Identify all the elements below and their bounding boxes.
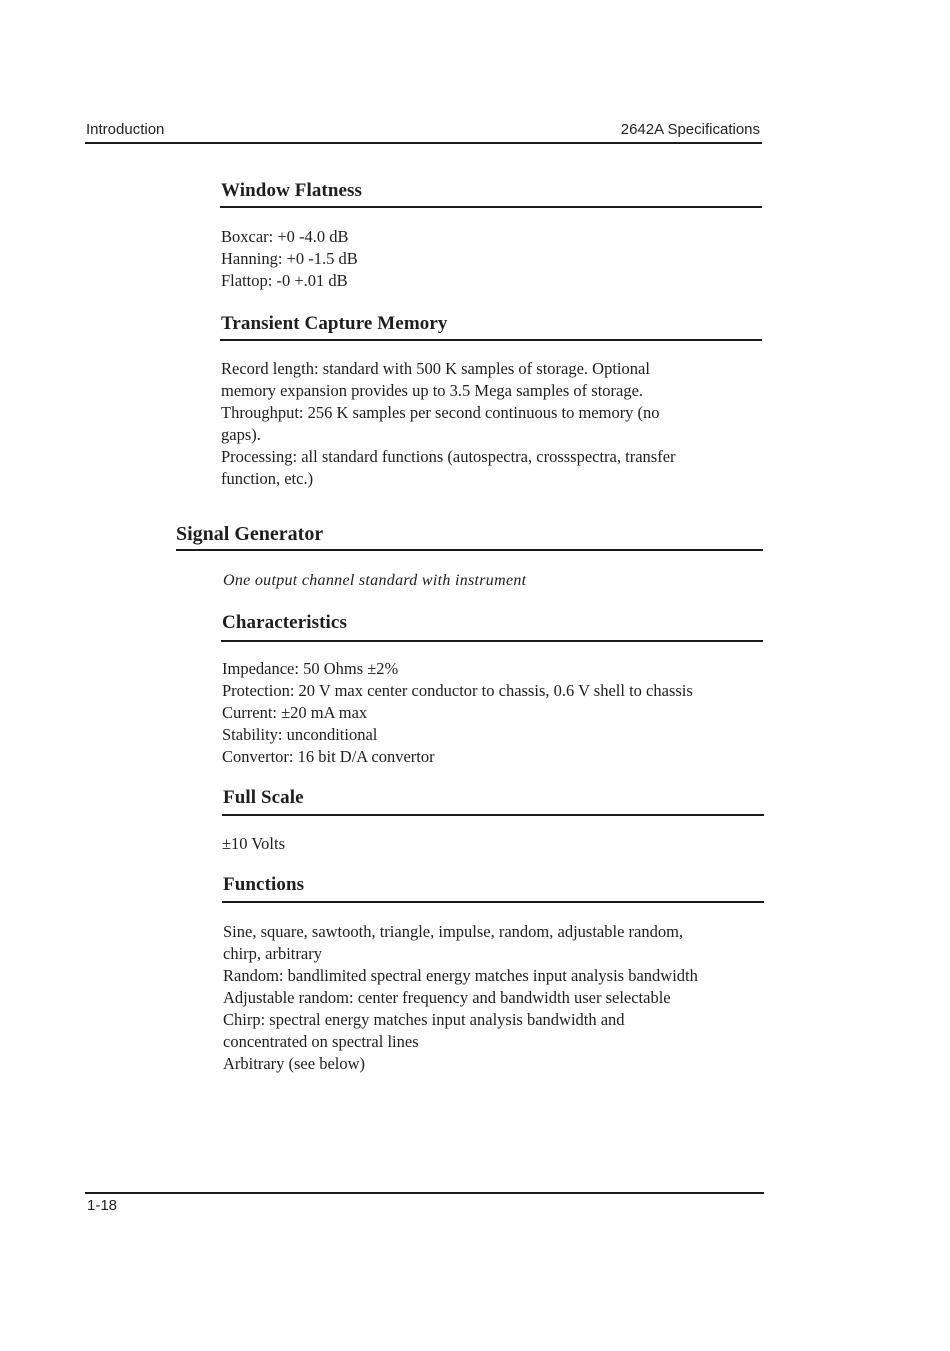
full-scale-rule [222, 814, 764, 816]
page-number: 1-18 [87, 1197, 118, 1214]
signal-generator-heading: Signal Generator [176, 523, 324, 545]
functions-heading: Functions [223, 874, 305, 895]
signal-generator-rule [176, 549, 763, 551]
list-item: Stability: unconditional [222, 725, 378, 744]
window-flatness-list [221, 226, 358, 292]
list-item: Boxcar: +0 -4.0 dB [221, 227, 349, 246]
list-item: chirp, arbitrary [223, 944, 322, 963]
list-item: Chirp: spectral energy matches input analysis bandwidth and [223, 1010, 625, 1029]
list-item: Convertor: 16 bit D/A convertor [222, 747, 435, 766]
list-item: Random: bandlimited spectral energy matches input analysis bandwidth [223, 966, 698, 985]
window-flatness-rule [220, 206, 762, 208]
list-item: Impedance: 50 Ohms ±2% [222, 659, 399, 678]
transient-capture-heading: Transient Capture Memory [221, 313, 448, 334]
text-line: Throughput: 256 K samples per second continuous to memory (no [221, 403, 660, 422]
transient-capture-rule [220, 339, 762, 341]
text-line: Record length: standard with 500 K samples of storage. Optional [221, 359, 650, 378]
functions-list [223, 921, 698, 1075]
transient-capture-text [221, 358, 676, 490]
list-item: Adjustable random: center frequency and bandwidth user selectable [223, 988, 671, 1007]
text-line: Processing: all standard functions (autospectra, crossspectra, transfer [221, 447, 676, 466]
functions-rule [222, 901, 764, 903]
list-item: ±10 Volts [222, 834, 286, 853]
characteristics-heading: Characteristics [222, 612, 347, 633]
full-scale-list [222, 833, 285, 855]
list-item: Hanning: +0 -1.5 dB [221, 249, 358, 268]
list-item: Protection: 20 V max center conductor to chassis, 0.6 V shell to chassis [222, 681, 693, 700]
list-item: Current: ±20 mA max [222, 703, 368, 722]
list-item: Sine, square, sawtooth, triangle, impulse, random, adjustable random, [223, 922, 684, 941]
list-item: Flattop: -0 +.01 dB [221, 271, 348, 290]
running-header-left: Introduction [86, 121, 165, 138]
signal-generator-note: One output channel standard with instrument [223, 572, 527, 589]
window-flatness-heading: Window Flatness [221, 180, 363, 201]
header-rule [85, 142, 762, 144]
characteristics-list [222, 658, 693, 768]
list-item: concentrated on spectral lines [223, 1032, 419, 1051]
text-line: memory expansion provides up to 3.5 Mega samples of storage. [221, 381, 644, 400]
footer-rule [85, 1192, 764, 1194]
text-line: gaps). [221, 425, 261, 444]
characteristics-rule [221, 640, 763, 642]
text-line: function, etc.) [221, 469, 314, 488]
running-header-right: 2642A Specifications [620, 121, 760, 138]
full-scale-heading: Full Scale [223, 787, 304, 808]
list-item: Arbitrary (see below) [223, 1054, 366, 1073]
